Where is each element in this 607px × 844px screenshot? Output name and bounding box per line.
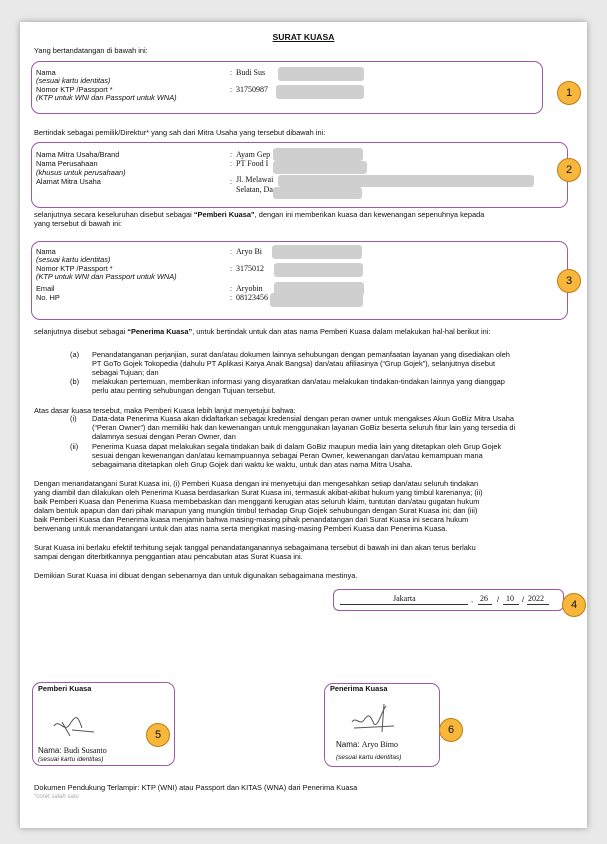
grantor-signature-role: Pemberi Kuasa [38,684,92,693]
redaction-block [273,148,363,161]
redaction-block [278,67,364,81]
badge-2: 2 [557,158,581,182]
validity-line-1: Surat Kuasa ini berlaku efektif terhitung sejak tanggal penandatanganannya sebagaimana tersebut di bawah ini dan akan terus berlaku [34,543,476,552]
intro-text: Yang bertandatangan di bawah ini: [34,46,148,55]
badge-1: 1 [557,81,581,105]
date-day-line [478,604,492,605]
merchant-company-sub: (khusus untuk perusahaan) [36,168,126,177]
colon: : [230,284,233,293]
grantor-name-label: Nama [36,68,56,77]
grantee-ktp-label: Nomor KTP /Passport * [36,264,113,273]
list-b-line-2: perlu atau penting sehubungan dengan Tujuan tersebut. [92,386,276,395]
merchant-address-value-1: Jl. Melawai [236,175,274,184]
agreement-line-3: baik Pemberi Kuasa dan Penerima Kuasa membebaskan dan mengganti kerugian atas seluruh klaim, tuntutan dan/atau gugatan hukum [34,497,480,506]
grantee-signature [346,702,402,736]
redaction-block [272,245,362,259]
agreement-line-1: Dengan menandatangani Surat Kuasa ini, (i) Pemberi Kuasa dengan ini menyetujui dan mengesahkan setiap dan/atau seluruh tindakan [34,479,479,488]
footnote: *coret salah satu [34,794,79,800]
date-slash: / [522,595,525,604]
redaction-block [270,293,363,307]
date-comma: , [471,595,474,604]
grantee-name-value: Aryo Bi [236,247,262,256]
grantee-paragraph: selanjutnya disebut sebagai “Penerima Kuasa”, untuk bertindak untuk dan atas nama Pemberi Kuasa dalam melakukan hal-hal berikut ini: [34,327,491,336]
redaction-block [273,187,362,199]
colon: : [230,177,233,186]
document-title: SURAT KUASA [272,32,335,42]
colon: : [230,247,233,256]
list-marker-a: (a) [70,350,80,359]
date-month: 10 [506,594,514,603]
supporting-documents: Dokumen Pendukung Terlampir: KTP (WNI) atau Passport dan KITAS (WNA) dari Penerima Kuasa [34,783,358,792]
grantor-signature [50,712,98,740]
grantor-ktp-label: Nomor KTP /Passport * [36,85,113,94]
date-city: Jakarta [393,594,416,603]
list-ii-line-1: Penerima Kuasa dapat melakukan segala tindakan baik di dalam GoBiz maupun media lain yang ditetapkan oleh Grup Gojek [92,442,502,451]
closing-text: Demikian Surat Kuasa ini dibuat dengan sebenarnya dan untuk digunakan sebagaimana mestinya. [34,571,358,580]
list-marker-ii: (ii) [70,442,79,451]
merchant-address-value-2: Selatan, Da [236,185,273,194]
grantee-name-label: Nama [36,247,56,256]
merchant-company-label: Nama Perusahaan [36,159,98,168]
agreement-line-2: yang diambil dan dilakukan oleh Penerima Kuasa berdasarkan Surat Kuasa ini, termasuk akibat-akibat hukum yang timbul karenanya; (ii) [34,488,483,497]
merchant-brand-label: Nama Mitra Usaha/Brand [36,150,120,159]
date-day: 26 [480,594,488,603]
grantee-phone-value: 08123456 [236,293,268,302]
badge-5: 5 [146,723,170,747]
badge-3: 3 [557,269,581,293]
redaction-block [276,85,364,99]
grantee-signature-role: Penerima Kuasa [330,684,388,693]
grantor-name-sub: (sesuai kartu identitas) [36,76,111,85]
list-b-line-1: melakukan pertemuan, memberikan informasi yang disyaratkan dan/atau melakukan tindakan-tindakan lainnya yang dianggap [92,377,505,386]
grantor-ktp-sub: (KTP untuk WNI dan Passport untuk WNA) [36,93,177,102]
agreement-line-6: berwenang untuk menandatangani untuk dan atas nama serta mengikat masing-masing Pemberi Kuasa dan Penerima Kuasa. [34,524,448,533]
colon: : [230,85,233,94]
list-ii-line-2: sesuai dengan kewenangan dan/atau kemampuannya sebagai Peran Owner, kewenangan dan/atau kemampuan mana [92,451,483,460]
date-slash: / [497,595,500,604]
agreement-line-5: baik Pemberi Kuasa dan Penerima kuasa menjamin bahwa masing-masing pihak penandatangan dari Surat Kuasa ini secara hukum [34,515,469,524]
basis-intro: Atas dasar kuasa tersebut, maka Pemberi Kuasa lebih lanjut menyetujui bahwa: [34,406,296,415]
list-i-line-2: (“Peran Owner”) dan memiliki hak dan kewenangan untuk menggunakan layanan GoBiz beserta seluruh fitur lain yang tersedia di [92,423,516,432]
redaction-block [278,175,534,187]
grantee-ktp-value: 3175012 [236,264,264,273]
grantor-paragraph-line-2: yang tersebut di bawah ini: [34,219,122,228]
list-a-line-3: sebagai Tujuan; dan [92,368,159,377]
list-marker-i: (i) [70,414,77,423]
colon: : [230,264,233,273]
grantee-email-value: Aryobin [236,284,263,293]
date-year: 2022 [528,594,544,603]
document-page [20,22,587,828]
redaction-block [273,161,367,174]
redaction-block [274,263,363,277]
list-ii-line-3: sebagaimana ditetapkan oleh Grup Gojek dari waktu ke waktu, untuk dan atas nama Mitra Usaha. [92,460,413,469]
grantor-signature-name: Nama: Budi Susanto [38,746,107,755]
grantor-ktp-value: 31750987 [236,85,268,94]
colon: : [230,293,233,302]
grantor-paragraph-line-1: selanjutnya secara keseluruhan disebut sebagai “Pemberi Kuasa”, dengan ini memberikan kuasa dan kewenangan sepenuhnya kepada [34,210,485,219]
colon: : [230,159,233,168]
merchant-address-label: Alamat Mitra Usaha [36,177,101,186]
badge-6: 6 [439,718,463,742]
date-city-line [340,604,468,605]
grantee-email-label: Email [36,284,55,293]
owner-intro: Bertindak sebagai pemilik/Direktur* yang sah dari Mitra Usaha yang tersebut dibawah ini: [34,128,326,137]
list-a-line-1: Penandatanganan perjanjian, surat dan/atau dokumen lainnya sehubungan dengan pemanfaatan layanan yang disediakan oleh [92,350,510,359]
colon: : [230,150,233,159]
list-i-line-1: Data-data Penerima Kuasa akan didaftarkan sebagai kredensial dengan peran owner untuk mengakses Akun GoBiz Mitra Usaha [92,414,514,423]
agreement-line-4: dalam bentuk apapun dan dari pihak manapun yang mungkin timbul terhadap Grup Gojek sehubungan dengan Surat Kuasa ini; dan (iii) [34,506,478,515]
list-i-line-3: dalamnya sesuai dengan Peran Owner, dan [92,432,236,441]
list-marker-b: (b) [70,377,80,386]
grantor-name-value: Budi Sus [236,68,266,77]
date-year-line [527,604,549,605]
date-month-line [503,604,519,605]
colon: : [230,68,233,77]
validity-line-2: sampai dengan diterbitkannya penggantian atau pencabutan atas Surat Kuasa ini. [34,552,303,561]
merchant-company-value: PT Food I [236,159,269,168]
grantor-signature-sub: (sesuai kartu identitas) [38,756,104,763]
list-a-line-2: PT GoTo Gojek Tokopedia (dahulu PT Aplikasi Karya Anak Bangsa) dan/atau afiliasinya (“Grup Gojek”), selanjutnya disebut [92,359,496,368]
grantee-ktp-sub: (KTP untuk WNI dan Passport untuk WNA) [36,272,177,281]
grantee-name-sub: (sesuai kartu identitas) [36,255,111,264]
grantee-signature-name: Nama: Aryo Bimo [336,740,399,749]
badge-4: 4 [562,593,586,617]
grantee-signature-sub: (sesuai kartu identitas) [336,754,402,761]
grantee-phone-label: No. HP [36,293,60,302]
merchant-brand-value: Ayam Gep [236,150,271,159]
